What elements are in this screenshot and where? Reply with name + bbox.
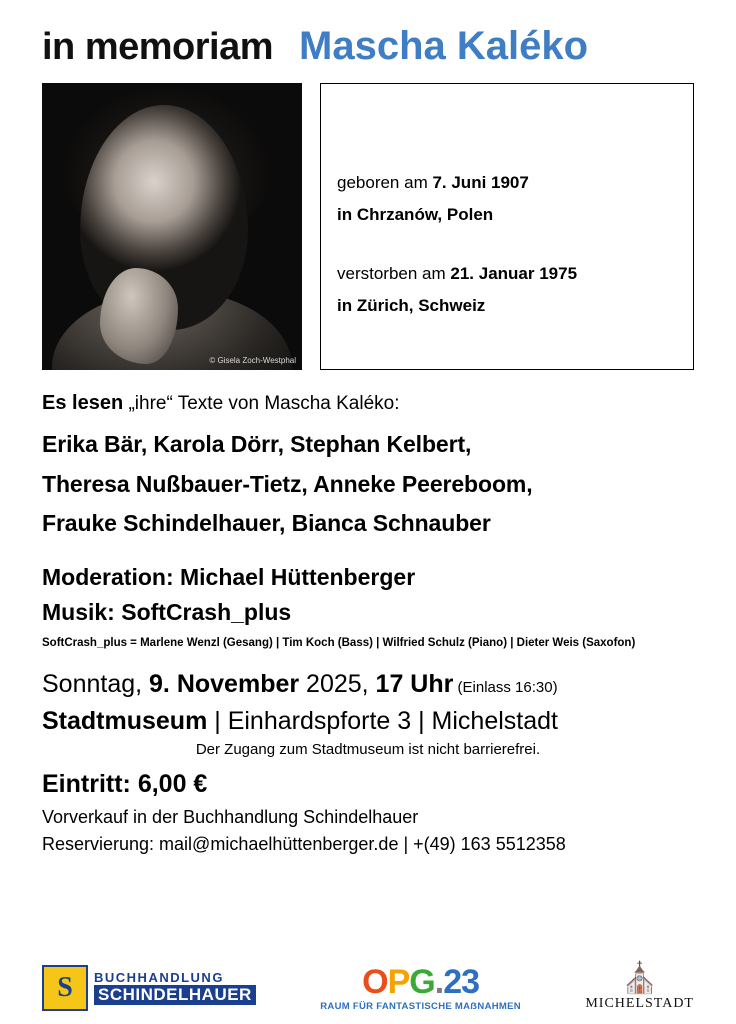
page-title-memoriam: in memoriam — [42, 26, 274, 68]
birth-line — [337, 170, 677, 196]
presale-info: Vorverkauf in der Buchhandlung Schindelhauer — [42, 806, 419, 827]
ticket-price: Eintritt: 6,00 € — [42, 769, 208, 798]
sponsor-logos — [42, 964, 694, 1012]
event-venue-line — [42, 707, 694, 736]
opg-subtitle: RAUM FÜR FANTASTISCHE MAẞNAHMEN — [320, 1000, 521, 1012]
event-admission-note: (Einlass 16:30) — [453, 678, 558, 696]
event-details — [42, 669, 694, 855]
death-date: 21. Januar 1975 — [450, 263, 578, 283]
event-date: 9. November — [149, 669, 300, 698]
bookshop-line1: BUCHHANDLUNG — [94, 970, 224, 986]
logo-buchhandlung-schindelhauer[interactable] — [42, 965, 256, 1011]
event-weekday: Sonntag, — [42, 669, 150, 698]
event-time: 17 Uhr — [375, 669, 454, 698]
moderation-line: Moderation: Michael Hüttenberger — [42, 563, 416, 590]
readers-section — [42, 392, 694, 544]
portrait-and-facts — [42, 83, 694, 370]
band-lineup: SoftCrash_plus = Marlene Wenzl (Gesang) | Tim Koch (Bass) | Wilfried Schulz (Piano) | Dieter Weis (Saxofon) — [42, 636, 636, 649]
opg-letter-g: G — [409, 962, 435, 1001]
death-line — [337, 261, 677, 287]
opg-letter-p: P — [387, 962, 410, 1001]
photo-credit: © Gisela Zoch-Westphal — [209, 356, 296, 365]
readers-line: Erika Bär, Karola Dörr, Stephan Kelbert, — [42, 431, 472, 457]
bookshop-wordmark — [94, 971, 256, 1004]
birth-prefix: geboren am — [337, 173, 433, 192]
death-place: in Zürich, Schweiz — [337, 296, 486, 316]
facts-spacer — [337, 235, 677, 261]
birth-date: 7. Juni 1907 — [432, 173, 529, 192]
birth-place: in Chrzanów, Polen — [337, 205, 494, 225]
venue-name: Stadtmuseum — [42, 706, 208, 735]
opg-wordmark — [320, 962, 521, 1001]
readers-intro-rest: „ihre“ Texte von Mascha Kaléko: — [123, 393, 400, 414]
opg-letter-o: O — [362, 962, 388, 1001]
bookshop-line2: SCHINDELHAUER — [94, 985, 256, 1005]
opg-dot: . — [434, 962, 444, 1001]
logo-opg23[interactable] — [320, 962, 521, 1012]
readers-intro-strong: Es lesen — [42, 392, 124, 414]
poster-header — [42, 0, 694, 69]
biography-box — [320, 83, 694, 370]
logo-michelstadt[interactable] — [585, 964, 694, 1012]
venue-address: | Einhardspforte 3 | Michelstadt — [207, 706, 558, 735]
readers-intro — [42, 392, 694, 415]
town-hall-icon: ⛪ — [620, 962, 659, 995]
event-year: 2025, — [299, 669, 376, 698]
music-line: Musik: SoftCrash_plus — [42, 598, 292, 625]
bookshop-monogram-icon: S — [42, 965, 88, 1011]
death-prefix: verstorben am — [337, 263, 451, 283]
readers-line: Frauke Schindelhauer, Bianca Schnauber — [42, 510, 491, 537]
portrait-photo — [42, 83, 302, 370]
readers-line: Theresa Nußbauer-Tietz, Anneke Peereboom, — [42, 470, 533, 497]
credits-section — [42, 560, 694, 649]
opg-number: 23 — [443, 962, 480, 1001]
portrait-hand-shape — [100, 268, 178, 364]
reservation-contact: Reservierung: mail@michaelhüttenberger.de | +(49) 163 5512358 — [42, 833, 566, 854]
event-date-line — [42, 669, 694, 700]
city-wordmark: MICHELSTADT — [585, 996, 694, 1011]
page-title-name: Mascha Kaléko — [299, 24, 589, 68]
accessibility-note: Der Zugang zum Stadtmuseum ist nicht barrierefrei. — [195, 740, 541, 758]
